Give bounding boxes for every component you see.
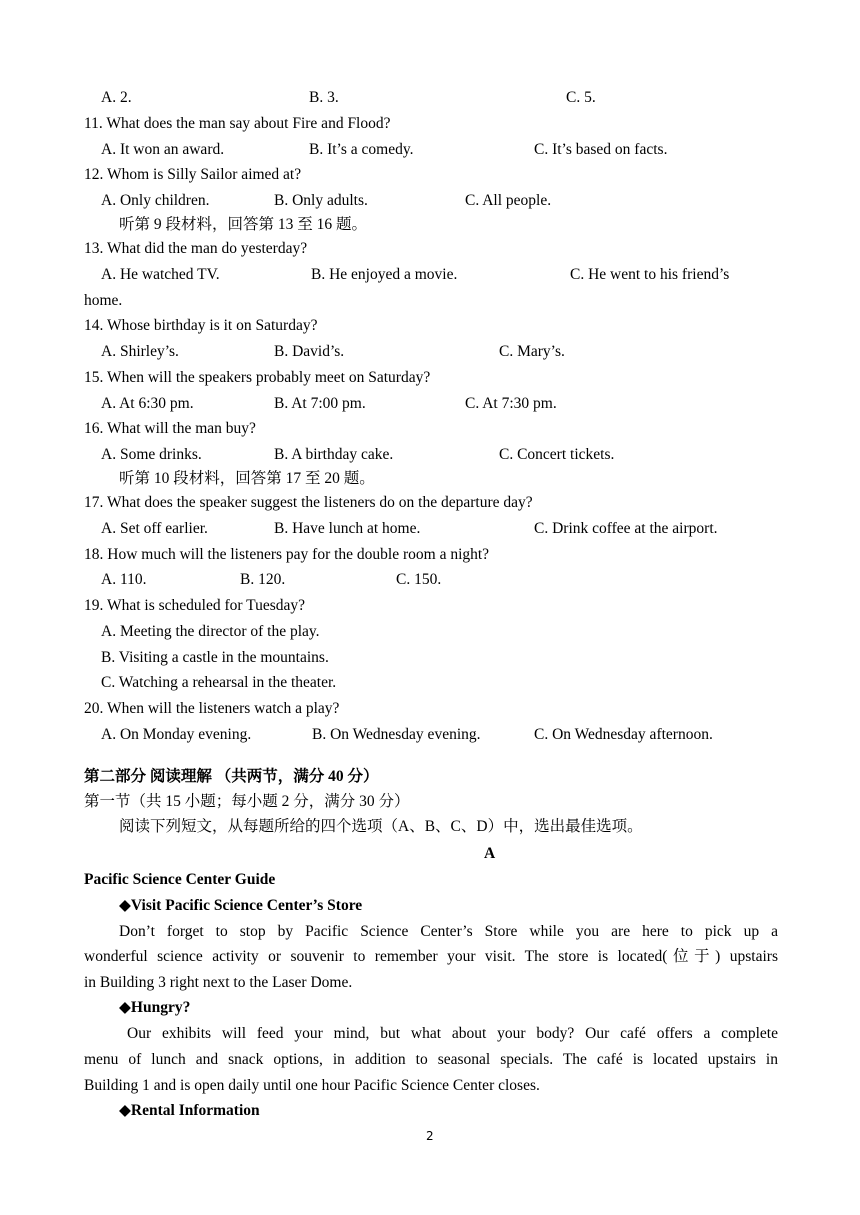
q14-option-c: C. Mary’s. [499, 343, 565, 360]
q13-option-c: C. He went to his friend’s [570, 266, 730, 283]
q12-option-a: A. Only children. [101, 192, 210, 209]
q20-option-c: C. On Wednesday afternoon. [534, 726, 713, 743]
q13-option-b: B. He enjoyed a movie. [311, 266, 458, 283]
hungry-paragraph-line-3: Building 1 and is open daily until one hour Pacific Science Center closes. [84, 1077, 540, 1094]
q12-option-b: B. Only adults. [274, 192, 368, 209]
q19-option-b: B. Visiting a castle in the mountains. [101, 649, 329, 666]
q18-option-c: C. 150. [396, 571, 442, 588]
rental-heading: ◆Rental Information [119, 1102, 260, 1119]
q16-option-a: A. Some drinks. [101, 446, 202, 463]
section-10-instruction: 听第 10 段材料，回答第 17 至 20 题。 [119, 470, 375, 487]
q10-option-a: A. 2. [101, 89, 132, 106]
q13-option-a: A. He watched TV. [101, 266, 220, 283]
q11-option-c: C. It’s based on facts. [534, 141, 668, 158]
q20-stem: 20. When will the listeners watch a play? [84, 700, 340, 717]
q10-option-b: B. 3. [309, 89, 339, 106]
q10-option-c: C. 5. [566, 89, 596, 106]
q18-stem: 18. How much will the listeners pay for the double room a night? [84, 546, 490, 563]
q19-stem: 19. What is scheduled for Tuesday? [84, 597, 305, 614]
q15-option-a: A. At 6:30 pm. [101, 395, 194, 412]
q19-option-c: C. Watching a rehearsal in the theater. [101, 674, 337, 691]
q12-stem: 12. Whom is Silly Sailor aimed at? [84, 166, 302, 183]
section-one-title: 第一节（共 15 小题；每小题 2 分，满分 30 分） [84, 793, 410, 810]
q15-stem: 15. When will the speakers probably meet on Saturday? [84, 369, 431, 386]
q15-option-b: B. At 7:00 pm. [274, 395, 366, 412]
q16-stem: 16. What will the man buy? [84, 420, 256, 437]
guide-title: Pacific Science Center Guide [84, 871, 276, 888]
store-paragraph-line-3: in Building 3 right next to the Laser Dome. [84, 974, 353, 991]
passage-letter: A [484, 845, 496, 862]
part-two-title: 第二部分 阅读理解 （共两节，满分 40 分） [84, 768, 379, 785]
section-9-instruction: 听第 9 段材料，回答第 13 至 16 题。 [119, 216, 368, 233]
q13-stem: 13. What did the man do yesterday? [84, 240, 308, 257]
q12-option-c: C. All people. [465, 192, 552, 209]
q11-option-a: A. It won an award. [101, 141, 225, 158]
q15-option-c: C. At 7:30 pm. [465, 395, 557, 412]
q20-option-a: A. On Monday evening. [101, 726, 252, 743]
store-paragraph-line-1: Don’t forget to stop by Pacific Science Center’s Store while you are here to pick up a [119, 923, 778, 940]
q17-option-b: B. Have lunch at home. [274, 520, 421, 537]
q16-option-b: B. A birthday cake. [274, 446, 394, 463]
page-number: 2 [426, 1129, 434, 1143]
q17-option-c: C. Drink coffee at the airport. [534, 520, 718, 537]
hungry-heading: ◆Hungry? [119, 999, 191, 1016]
q17-option-a: A. Set off earlier. [101, 520, 208, 537]
hungry-paragraph-line-2: menu of lunch and snack options, in addition to seasonal specials. The café is located upstairs in [84, 1051, 778, 1068]
hungry-paragraph-line-1: Our exhibits will feed your mind, but what about your body? Our café offers a complete [127, 1025, 778, 1042]
q11-stem: 11. What does the man say about Fire and Flood? [84, 115, 391, 132]
q16-option-c: C. Concert tickets. [499, 446, 615, 463]
store-paragraph-line-2: wonderful science activity or souvenir to remember your visit. The store is located(位于) upstairs [84, 948, 778, 965]
reading-instructions: 阅读下列短文，从每题所给的四个选项（A、B、C、D）中，选出最佳选项。 [119, 818, 643, 835]
q11-option-b: B. It’s a comedy. [309, 141, 414, 158]
q18-option-b: B. 120. [240, 571, 286, 588]
q14-option-b: B. David’s. [274, 343, 345, 360]
q14-option-a: A. Shirley’s. [101, 343, 179, 360]
q18-option-a: A. 110. [101, 571, 147, 588]
q14-stem: 14. Whose birthday is it on Saturday? [84, 317, 318, 334]
store-heading: ◆Visit Pacific Science Center’s Store [119, 897, 363, 914]
q19-option-a: A. Meeting the director of the play. [101, 623, 320, 640]
q13-option-c-wrap: home. [84, 292, 123, 309]
q17-stem: 17. What does the speaker suggest the listeners do on the departure day? [84, 494, 533, 511]
q20-option-b: B. On Wednesday evening. [312, 726, 481, 743]
